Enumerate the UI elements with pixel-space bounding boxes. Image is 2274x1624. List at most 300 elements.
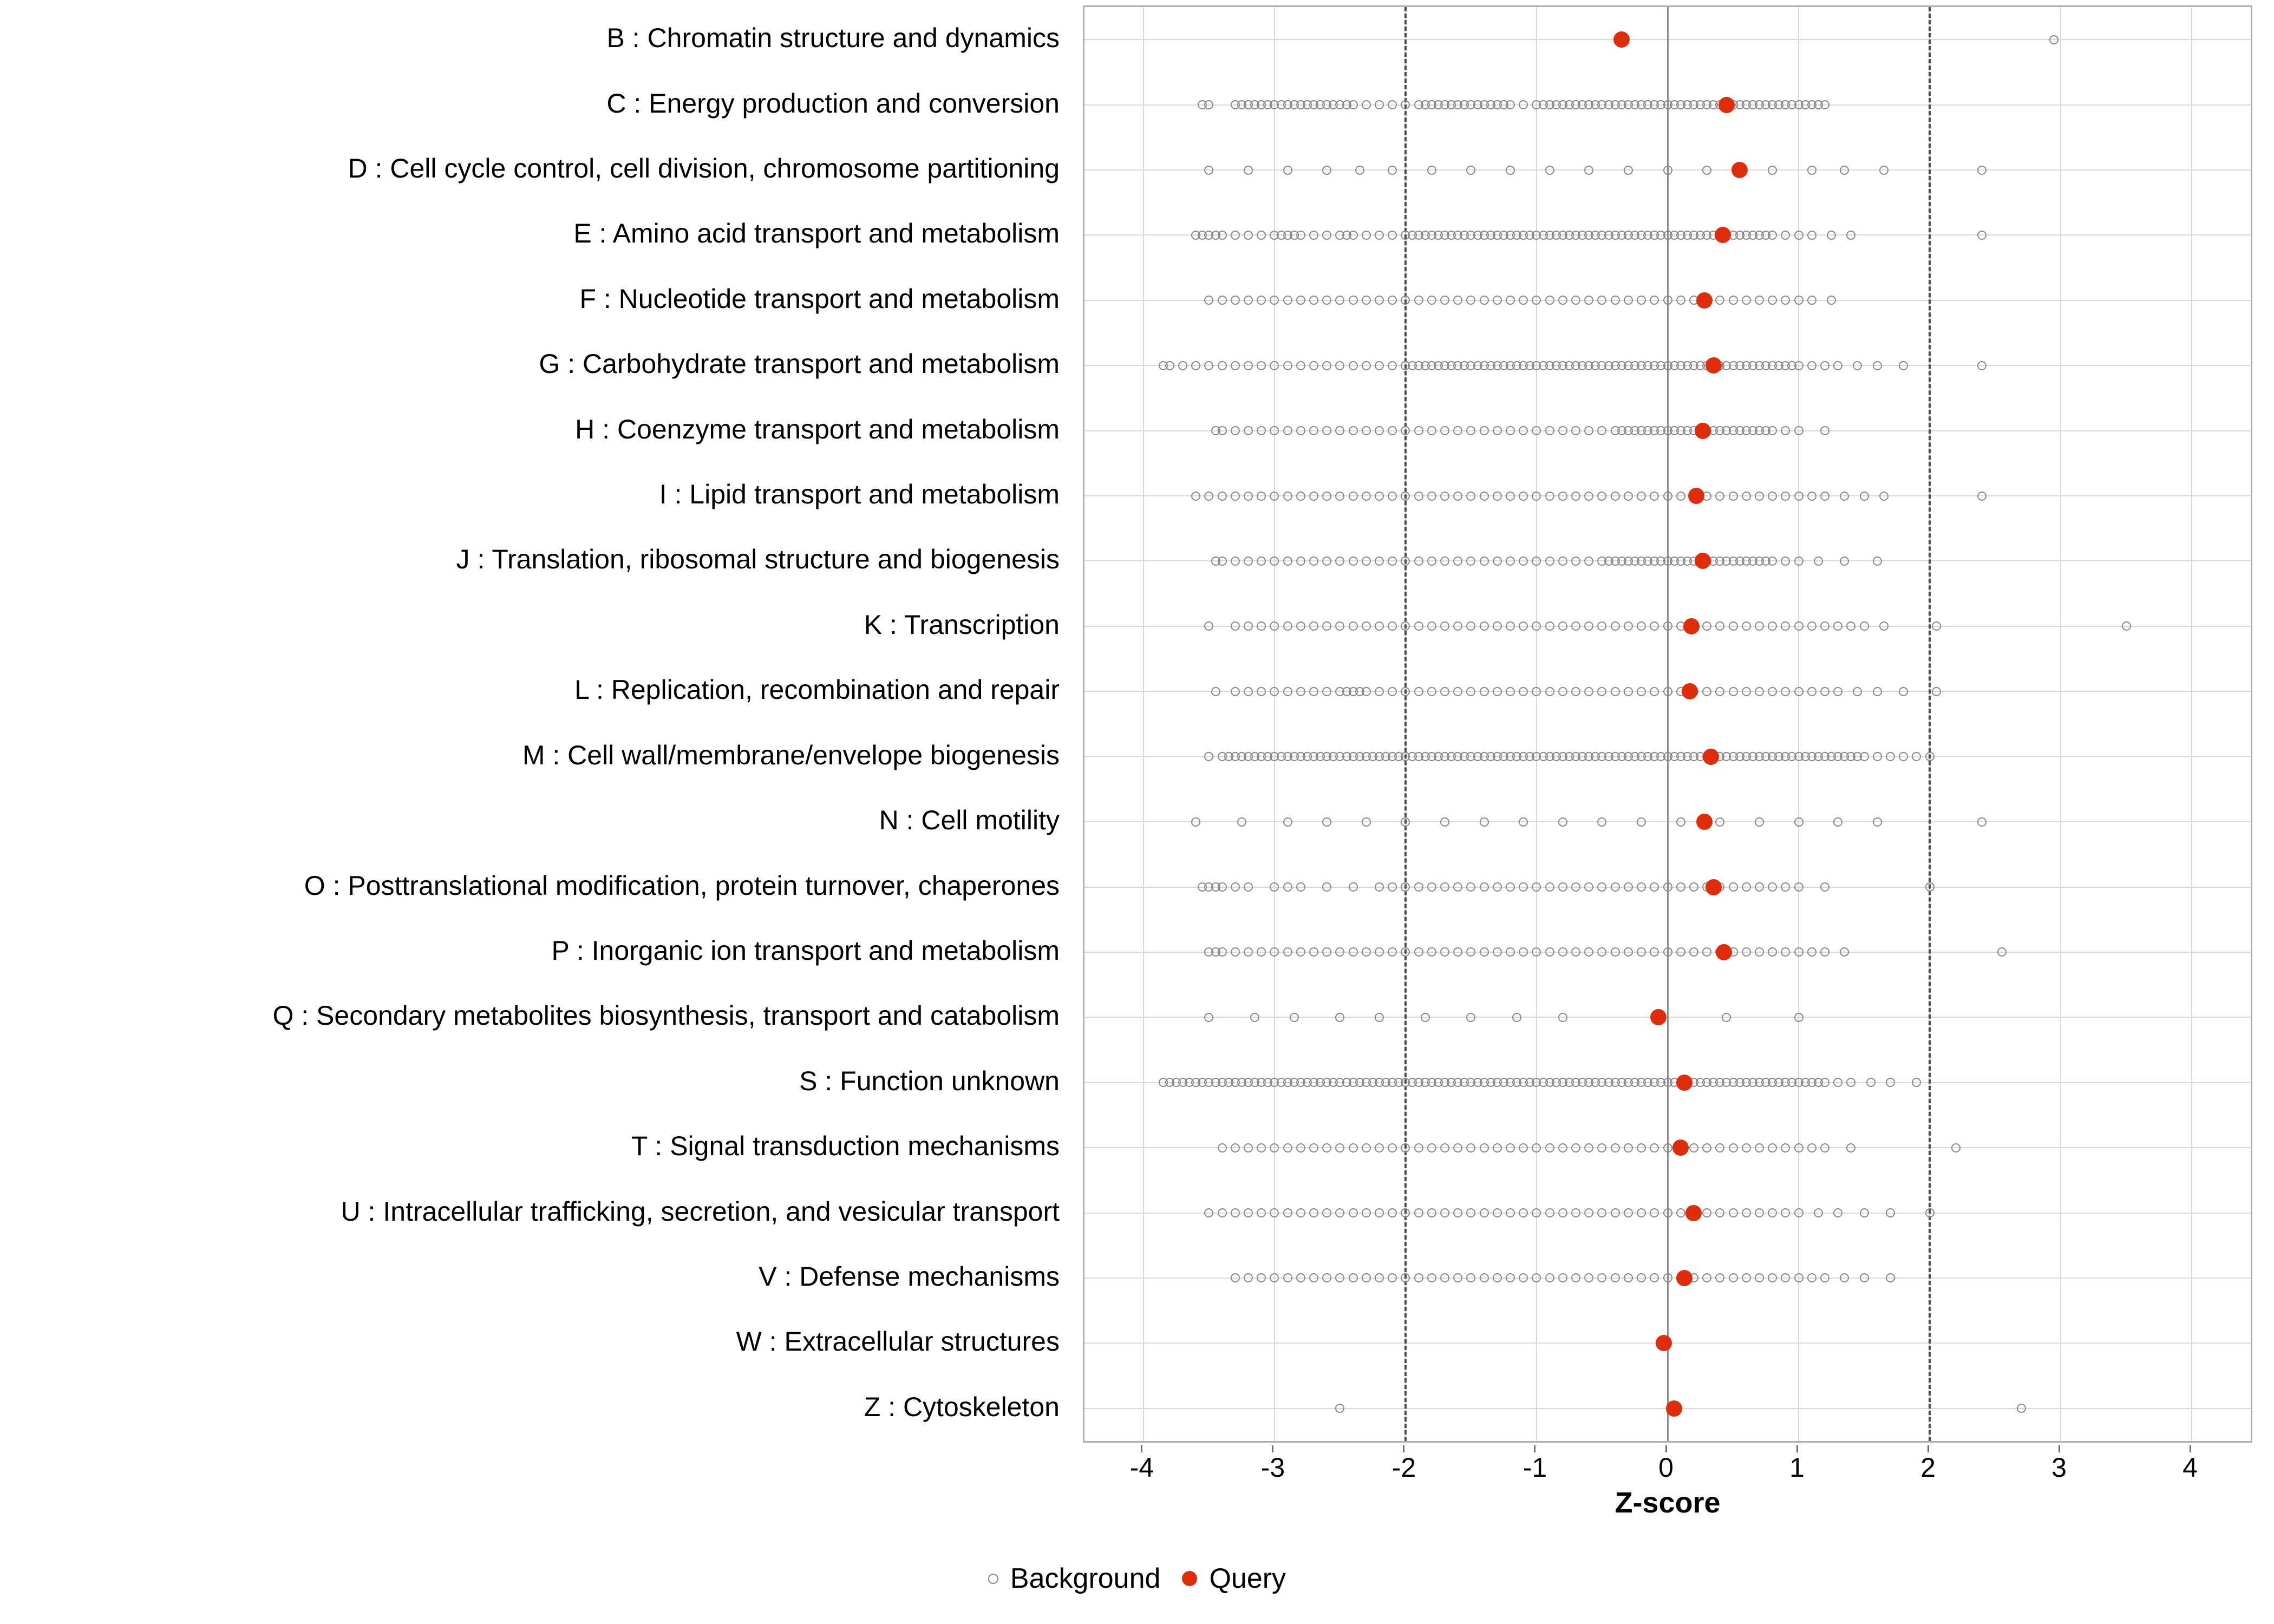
background-point	[1309, 296, 1318, 305]
background-point	[1335, 1208, 1344, 1217]
x-gridline	[2191, 7, 2192, 1441]
background-point	[1637, 1273, 1646, 1282]
background-point	[1833, 1078, 1842, 1087]
background-point	[1532, 947, 1541, 957]
background-point	[1296, 621, 1305, 631]
background-point	[1676, 1208, 1685, 1217]
background-point	[1860, 752, 1869, 761]
background-point	[1493, 556, 1502, 566]
background-point	[1335, 556, 1344, 566]
background-point	[1322, 1143, 1331, 1152]
background-point	[1401, 817, 1410, 827]
background-point	[1532, 882, 1541, 892]
background-point	[1977, 231, 1987, 240]
background-point	[1493, 296, 1502, 305]
x-tick-mark	[1534, 1445, 1535, 1452]
background-point	[1768, 426, 1777, 435]
background-point	[1820, 361, 1829, 370]
background-point	[1742, 687, 1751, 696]
background-point	[1335, 1013, 1344, 1022]
background-point	[1244, 426, 1253, 435]
background-point	[1807, 947, 1816, 957]
background-point	[1466, 947, 1475, 957]
background-point	[1742, 1208, 1751, 1217]
background-point	[1689, 947, 1698, 957]
background-point	[1427, 492, 1436, 501]
background-point	[1755, 1273, 1764, 1282]
background-point	[1840, 947, 1849, 957]
background-point	[1637, 1143, 1646, 1152]
y-axis-label: L : Replication, recombination and repair	[574, 675, 1060, 705]
background-point	[1650, 621, 1659, 631]
y-axis-label: E : Amino acid transport and metabolism	[573, 218, 1060, 249]
background-point	[1493, 882, 1502, 892]
background-point	[1519, 1273, 1528, 1282]
background-point	[1715, 492, 1724, 501]
background-point	[1480, 296, 1489, 305]
background-point	[1755, 882, 1764, 892]
background-point	[1283, 1208, 1292, 1217]
background-point	[1466, 296, 1475, 305]
background-point	[1571, 947, 1580, 957]
background-point	[1427, 882, 1436, 892]
background-point	[1283, 426, 1292, 435]
background-point	[1204, 1013, 1213, 1022]
background-point	[2049, 35, 2059, 44]
background-point	[1597, 621, 1606, 631]
background-point	[1466, 426, 1475, 435]
background-point	[1873, 556, 1882, 566]
background-point	[1676, 296, 1685, 305]
background-point	[1807, 492, 1816, 501]
background-point	[1401, 100, 1410, 109]
background-point	[1257, 1208, 1266, 1217]
background-point	[1427, 947, 1436, 957]
background-point	[1794, 882, 1803, 892]
background-point	[1571, 556, 1580, 566]
background-point	[1794, 687, 1803, 696]
background-point	[1270, 947, 1279, 957]
background-point	[1270, 1208, 1279, 1217]
background-point	[1584, 1273, 1593, 1282]
background-point	[1624, 687, 1633, 696]
background-point	[1873, 687, 1882, 696]
background-point	[1480, 817, 1489, 827]
background-point	[1375, 1143, 1384, 1152]
background-point	[1820, 426, 1829, 435]
legend-label-query: Query	[1209, 1563, 1286, 1594]
background-point	[1597, 1273, 1606, 1282]
background-point	[1519, 556, 1528, 566]
background-point	[1781, 231, 1790, 240]
background-point	[1729, 1208, 1738, 1217]
background-point	[1388, 1208, 1397, 1217]
background-point	[1814, 556, 1823, 566]
background-point	[1401, 556, 1410, 566]
background-point	[1296, 947, 1305, 957]
background-point	[1427, 1273, 1436, 1282]
background-point	[1558, 556, 1567, 566]
background-point	[1322, 556, 1331, 566]
background-point	[1519, 492, 1528, 501]
background-point	[1349, 426, 1358, 435]
background-point	[1624, 492, 1633, 501]
background-point	[1335, 1404, 1344, 1413]
background-point	[1349, 231, 1358, 240]
background-point	[1742, 1273, 1751, 1282]
background-point	[1375, 1208, 1384, 1217]
background-point	[2122, 621, 2131, 631]
background-point	[1611, 1208, 1620, 1217]
background-point	[1729, 296, 1738, 305]
y-axis-category-labels	[0, 0, 1075, 1451]
background-point	[1322, 1273, 1331, 1282]
y-axis-label: N : Cell motility	[879, 805, 1060, 836]
background-point	[1545, 882, 1554, 892]
background-point	[1466, 621, 1475, 631]
background-point	[1375, 1013, 1384, 1022]
background-point	[1676, 947, 1685, 957]
background-point	[1270, 1273, 1279, 1282]
background-point	[1211, 687, 1220, 696]
x-axis-title: Z-score	[1615, 1487, 1721, 1519]
background-point	[1427, 1208, 1436, 1217]
background-point	[1231, 882, 1240, 892]
background-point	[1663, 1273, 1672, 1282]
background-point	[1375, 621, 1384, 631]
background-point	[1794, 426, 1803, 435]
background-point	[1558, 1208, 1567, 1217]
background-point	[1519, 1143, 1528, 1152]
background-point	[1218, 361, 1227, 370]
background-point	[1571, 621, 1580, 631]
background-point	[1480, 621, 1489, 631]
background-point	[1807, 1143, 1816, 1152]
background-point	[1611, 296, 1620, 305]
background-point	[1879, 166, 1889, 175]
background-point	[1335, 1273, 1344, 1282]
background-point	[1702, 1273, 1711, 1282]
background-point	[1349, 1143, 1358, 1152]
background-point	[1283, 687, 1292, 696]
background-point	[1493, 621, 1502, 631]
background-point	[1571, 1208, 1580, 1217]
background-point	[1768, 1208, 1777, 1217]
background-point	[1506, 426, 1515, 435]
background-point	[1702, 1143, 1711, 1152]
background-point	[1506, 492, 1515, 501]
query-point	[1715, 227, 1731, 243]
background-point	[1519, 687, 1528, 696]
background-point	[1519, 296, 1528, 305]
background-point	[1493, 426, 1502, 435]
background-point	[1388, 100, 1397, 109]
background-point	[1742, 882, 1751, 892]
background-point	[1506, 687, 1515, 696]
background-point	[1270, 556, 1279, 566]
background-point	[1466, 556, 1475, 566]
background-point	[1853, 361, 1862, 370]
background-point	[1480, 1208, 1489, 1217]
plot-panel	[1083, 5, 2252, 1443]
background-point	[1388, 296, 1397, 305]
background-point	[1466, 166, 1475, 175]
background-point	[1729, 492, 1738, 501]
background-point	[1637, 296, 1646, 305]
background-point	[1781, 1143, 1790, 1152]
background-point	[1466, 1013, 1475, 1022]
background-point	[1755, 492, 1764, 501]
background-point	[1388, 556, 1397, 566]
background-point	[1768, 556, 1777, 566]
x-tick-label: -4	[1129, 1452, 1154, 1483]
background-point	[1231, 231, 1240, 240]
background-point	[1414, 556, 1423, 566]
y-axis-label: P : Inorganic ion transport and metabolism	[551, 935, 1060, 966]
background-point	[1827, 296, 1836, 305]
background-point	[1204, 492, 1213, 501]
background-point	[1414, 492, 1423, 501]
background-point	[1506, 166, 1515, 175]
background-point	[1322, 1208, 1331, 1217]
background-point	[1283, 166, 1292, 175]
background-point	[1794, 492, 1803, 501]
background-point	[1322, 687, 1331, 696]
background-point	[1912, 752, 1921, 761]
background-point	[1624, 166, 1633, 175]
x-axis-ticks	[1083, 1445, 2252, 1483]
background-point	[1597, 947, 1606, 957]
background-point	[1296, 1208, 1305, 1217]
background-point	[1977, 361, 1987, 370]
background-point	[1807, 296, 1816, 305]
background-point	[1362, 231, 1371, 240]
background-point	[1296, 296, 1305, 305]
background-point	[1840, 556, 1849, 566]
background-point	[1218, 882, 1227, 892]
background-point	[1388, 361, 1397, 370]
background-point	[1427, 556, 1436, 566]
background-point	[1250, 1013, 1259, 1022]
legend-item-background	[988, 1564, 1161, 1593]
background-point	[1427, 426, 1436, 435]
background-point	[1204, 296, 1213, 305]
background-point	[1637, 882, 1646, 892]
x-tick-mark	[1272, 1445, 1273, 1452]
background-point	[1512, 1013, 1521, 1022]
background-point	[1440, 492, 1449, 501]
background-point	[1388, 492, 1397, 501]
background-point	[1768, 1273, 1777, 1282]
background-point	[1768, 947, 1777, 957]
background-point	[1218, 231, 1227, 240]
background-point	[1362, 947, 1371, 957]
background-point	[1650, 882, 1659, 892]
background-point	[1663, 492, 1672, 501]
background-point	[1270, 687, 1279, 696]
background-point	[1401, 1208, 1410, 1217]
background-point	[1932, 687, 1941, 696]
y-axis-label: M : Cell wall/membrane/envelope biogenesis	[522, 739, 1060, 770]
background-point	[1820, 882, 1829, 892]
background-point	[1755, 947, 1764, 957]
background-point	[1290, 1013, 1299, 1022]
background-point	[1532, 1143, 1541, 1152]
background-point	[1453, 882, 1462, 892]
background-point	[1532, 687, 1541, 696]
background-point	[1362, 621, 1371, 631]
background-point	[1820, 1078, 1829, 1087]
background-point	[1309, 556, 1318, 566]
background-point	[1453, 492, 1462, 501]
background-point	[1244, 361, 1253, 370]
background-point	[1231, 492, 1240, 501]
background-point	[1879, 492, 1889, 501]
background-point	[1637, 947, 1646, 957]
background-point	[1873, 361, 1882, 370]
background-point	[1237, 817, 1246, 827]
background-point	[1558, 1013, 1567, 1022]
background-point	[1440, 426, 1449, 435]
background-point	[1453, 296, 1462, 305]
background-point	[1257, 556, 1266, 566]
background-point	[1335, 426, 1344, 435]
background-point	[1519, 882, 1528, 892]
legend-item-query	[1182, 1564, 1286, 1593]
background-point	[1781, 882, 1790, 892]
background-point	[1204, 1208, 1213, 1217]
background-point	[1244, 166, 1253, 175]
background-point	[1375, 296, 1384, 305]
background-point	[1545, 296, 1554, 305]
background-point	[1827, 231, 1836, 240]
background-point	[1860, 1208, 1869, 1217]
background-point	[1768, 231, 1777, 240]
background-point	[1270, 361, 1279, 370]
background-point	[1597, 1143, 1606, 1152]
background-point	[1545, 1143, 1554, 1152]
background-point	[1309, 231, 1318, 240]
background-point	[1624, 1208, 1633, 1217]
query-point	[1706, 879, 1722, 895]
query-point	[1656, 1335, 1672, 1351]
background-point	[1558, 426, 1567, 435]
background-point	[1768, 296, 1777, 305]
background-point	[1768, 492, 1777, 501]
background-point	[1270, 621, 1279, 631]
background-point	[1820, 621, 1829, 631]
background-point	[1204, 100, 1213, 109]
background-point	[1558, 1143, 1567, 1152]
background-point	[1558, 1273, 1567, 1282]
background-point	[1335, 947, 1344, 957]
background-point	[1729, 882, 1738, 892]
background-point	[1571, 882, 1580, 892]
background-point	[1427, 687, 1436, 696]
background-point	[1375, 556, 1384, 566]
background-point	[1231, 296, 1240, 305]
background-point	[1244, 1273, 1253, 1282]
background-point	[1519, 947, 1528, 957]
background-point	[1650, 947, 1659, 957]
background-point	[1637, 687, 1646, 696]
background-point	[2017, 1404, 2026, 1413]
background-point	[1322, 361, 1331, 370]
background-point	[1833, 817, 1842, 827]
x-gridline	[1536, 7, 1537, 1441]
y-axis-label: T : Signal transduction mechanisms	[631, 1131, 1060, 1162]
background-point	[1244, 882, 1253, 892]
background-point	[1846, 231, 1855, 240]
background-point	[1545, 556, 1554, 566]
query-point	[1676, 1270, 1693, 1286]
background-point	[1362, 361, 1371, 370]
background-point	[1204, 166, 1213, 175]
x-tick-mark	[1927, 1445, 1929, 1452]
background-point	[1401, 621, 1410, 631]
background-point	[1362, 100, 1371, 109]
background-point	[1322, 492, 1331, 501]
background-point	[1866, 1078, 1876, 1087]
background-point	[1729, 1273, 1738, 1282]
background-point	[1218, 492, 1227, 501]
background-point	[1296, 1273, 1305, 1282]
background-point	[1932, 621, 1941, 631]
background-point	[1545, 492, 1554, 501]
background-point	[1440, 687, 1449, 696]
background-point	[1375, 1273, 1384, 1282]
background-point	[1349, 296, 1358, 305]
background-point	[1257, 1143, 1266, 1152]
background-point	[1519, 1208, 1528, 1217]
background-point	[1715, 687, 1724, 696]
background-point	[1676, 492, 1685, 501]
background-point	[1440, 621, 1449, 631]
background-point	[1624, 1273, 1633, 1282]
background-point	[1558, 296, 1567, 305]
background-point	[1506, 621, 1515, 631]
background-point	[1231, 621, 1240, 631]
background-point	[1427, 1143, 1436, 1152]
y-axis-label: Q : Secondary metabolites biosynthesis, transport and catabolism	[272, 1000, 1060, 1031]
background-point	[1571, 687, 1580, 696]
background-point	[1794, 231, 1803, 240]
background-point	[1611, 1143, 1620, 1152]
background-point	[1650, 296, 1659, 305]
background-point	[1794, 1208, 1803, 1217]
background-point	[1558, 687, 1567, 696]
background-point	[1480, 492, 1489, 501]
background-point	[1296, 1143, 1305, 1152]
background-point	[1519, 621, 1528, 631]
background-point	[1702, 166, 1711, 175]
background-point	[1715, 817, 1724, 827]
background-point	[1493, 1273, 1502, 1282]
x-tick-mark	[2190, 1445, 2191, 1452]
background-point	[1532, 1273, 1541, 1282]
background-point	[1558, 947, 1567, 957]
background-point	[1794, 947, 1803, 957]
background-point	[1624, 296, 1633, 305]
background-point	[1545, 621, 1554, 631]
query-point	[1685, 1205, 1702, 1221]
background-point	[1833, 621, 1842, 631]
background-point	[1663, 1143, 1672, 1152]
background-point	[1532, 556, 1541, 566]
background-point	[1453, 426, 1462, 435]
background-point	[1257, 1273, 1266, 1282]
background-point	[1755, 1143, 1764, 1152]
